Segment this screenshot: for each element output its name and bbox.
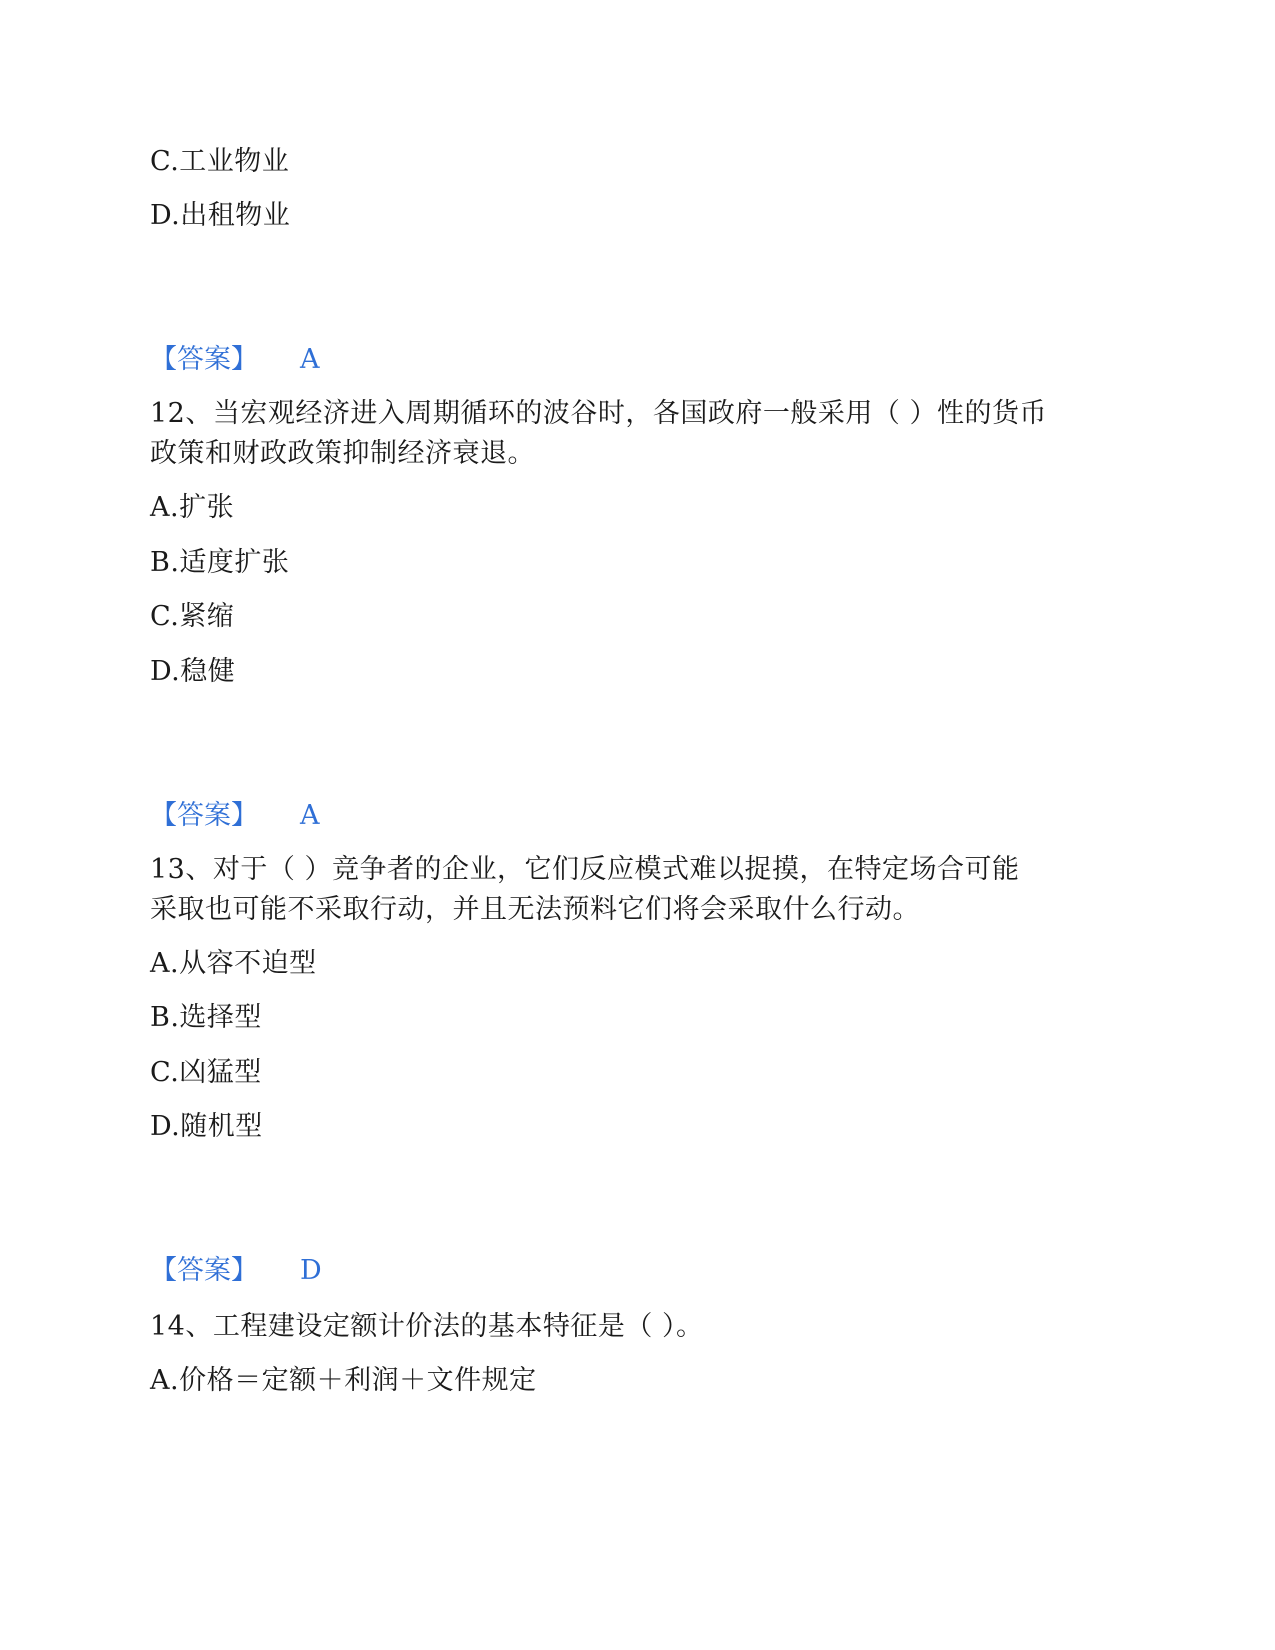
question-12-stem-line2: 政策和财政政策抑制经济衰退。 xyxy=(150,438,535,469)
answer-label: 【答案】 xyxy=(150,1255,258,1286)
answer-value: A xyxy=(300,344,320,375)
answer-value: D xyxy=(300,1255,322,1286)
question-13-answer xyxy=(150,1253,322,1289)
question-12-answer xyxy=(150,798,320,834)
question-12-option-c: C.紧缩 xyxy=(150,601,235,632)
question-13-stem-line2: 采取也可能不采取行动，并且无法预料它们将会采取什么行动。 xyxy=(150,894,920,925)
question-13-option-c: C.凶猛型 xyxy=(150,1057,262,1088)
option-c: C.工业物业 xyxy=(150,146,290,177)
question-13-option-d: D.随机型 xyxy=(150,1111,263,1142)
question-13-option-b: B.选择型 xyxy=(150,1002,262,1033)
answer-label: 【答案】 xyxy=(150,344,258,375)
question-12-option-d: D.稳健 xyxy=(150,656,236,687)
question-12-stem-line1: 12、当宏观经济进入周期循环的波谷时，各国政府一般采用（ ）性的货币 xyxy=(150,398,1047,429)
question-13-stem-line1: 13、对于（ ）竞争者的企业，它们反应模式难以捉摸，在特定场合可能 xyxy=(150,854,1020,885)
question-12-option-a: A.扩张 xyxy=(150,492,235,523)
option-d: D.出租物业 xyxy=(150,200,291,231)
question-13-option-a: A.从容不迫型 xyxy=(150,948,317,979)
answer-line xyxy=(150,342,320,378)
question-14-stem-line1: 14、工程建设定额计价法的基本特征是（ ）。 xyxy=(150,1311,704,1342)
answer-label: 【答案】 xyxy=(150,800,258,831)
question-12-option-b: B.适度扩张 xyxy=(150,547,290,578)
answer-value: A xyxy=(300,800,320,831)
question-14-option-a: A.价格＝定额＋利润＋文件规定 xyxy=(150,1365,537,1396)
